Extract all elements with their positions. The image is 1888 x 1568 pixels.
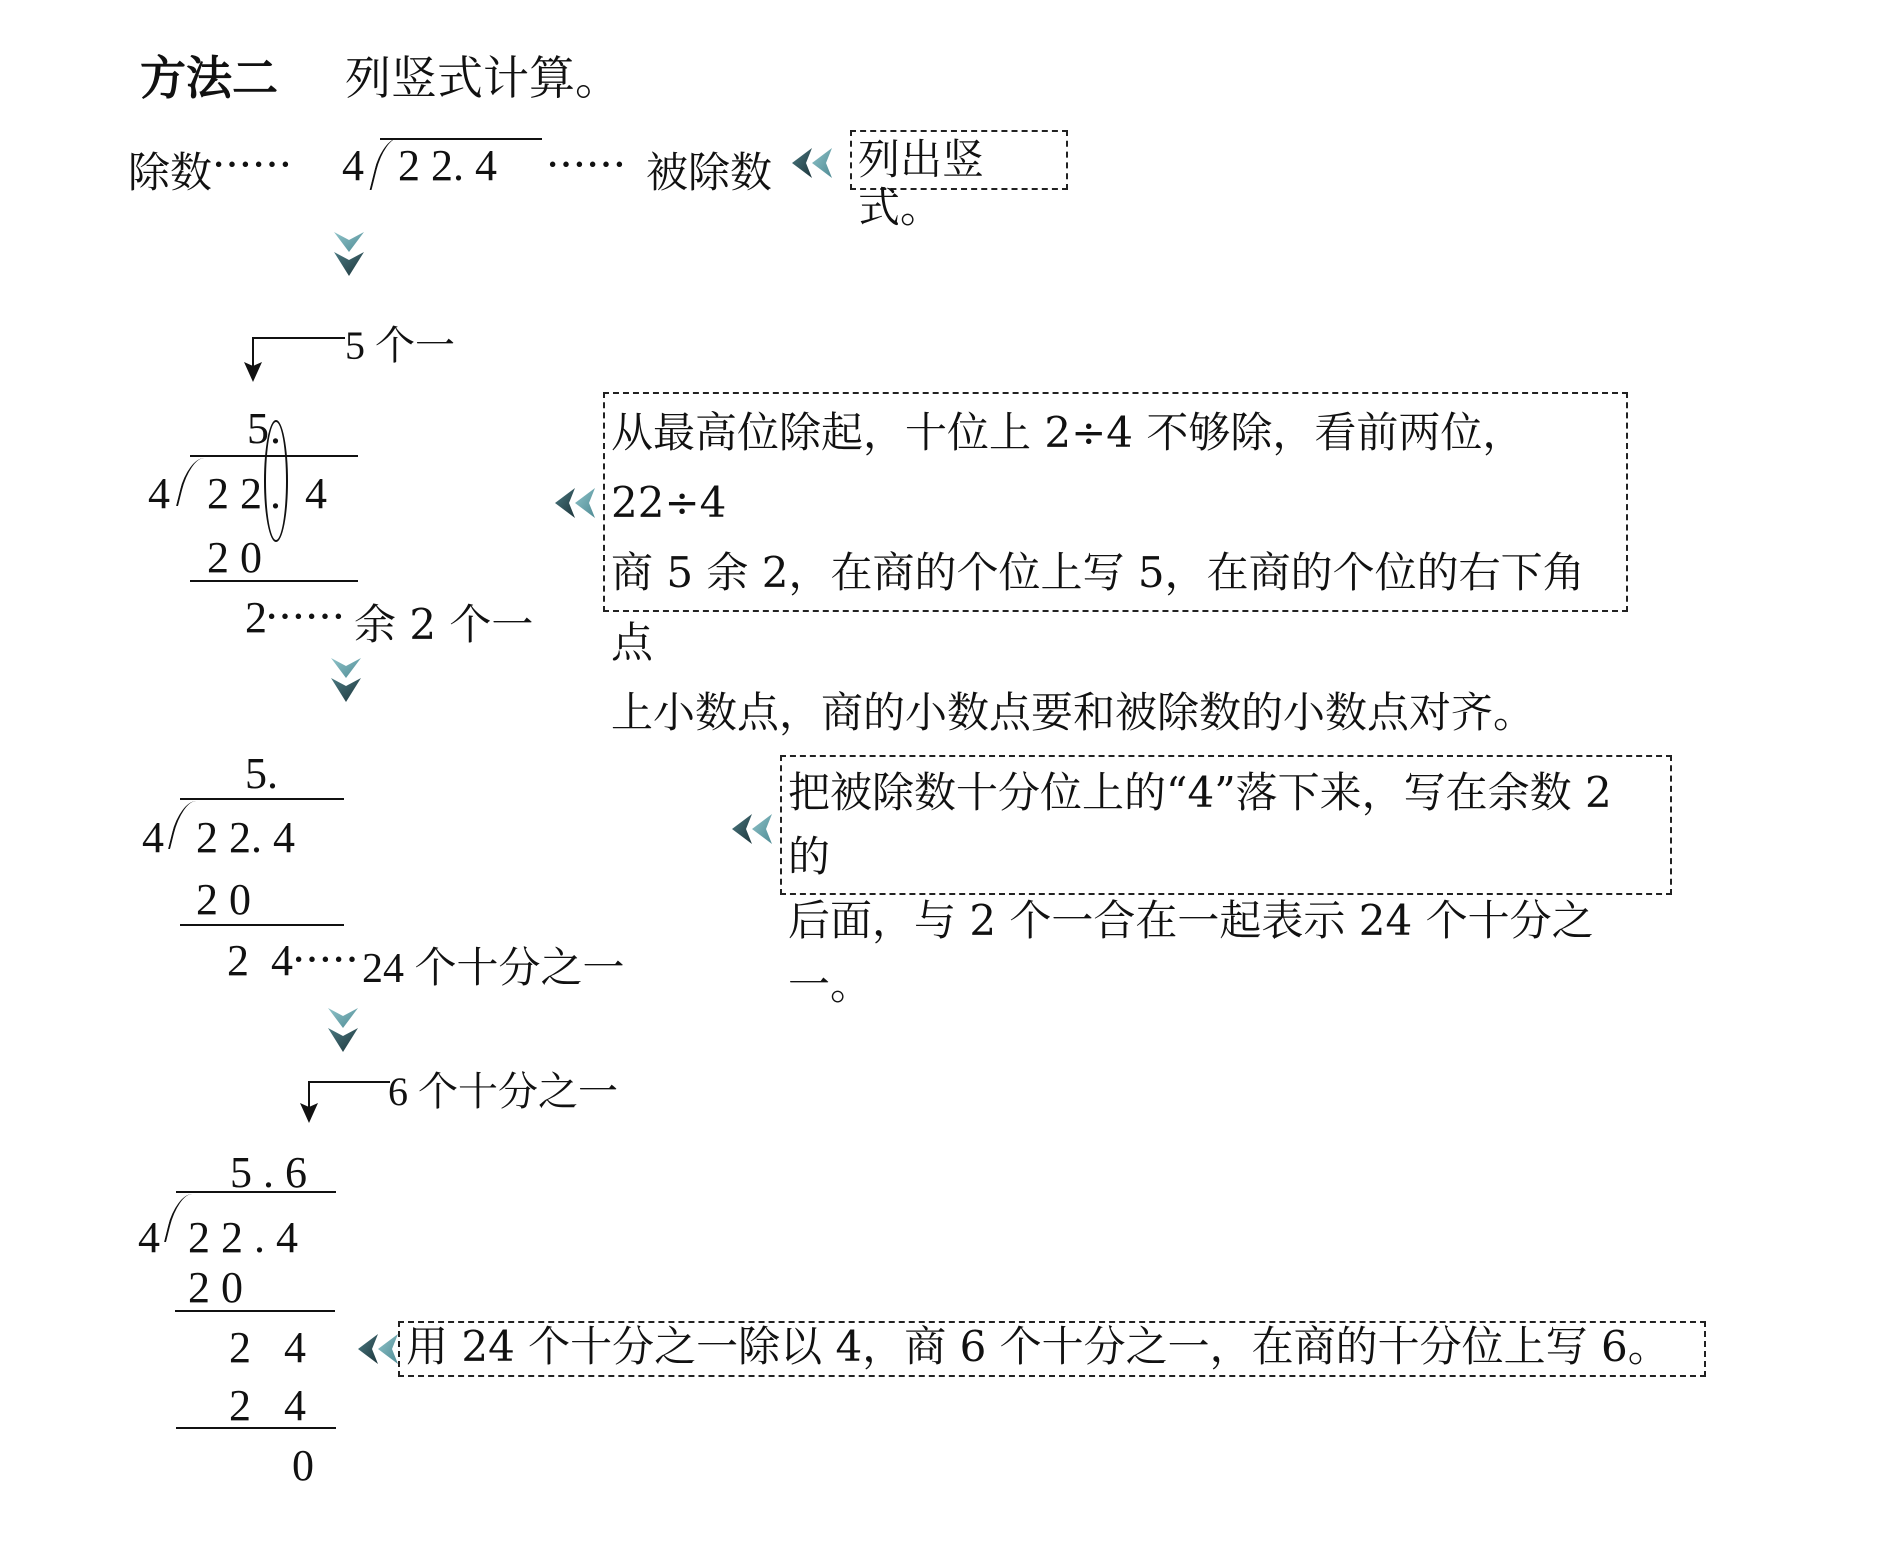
division-bracket [176, 458, 204, 506]
vinculum [180, 798, 344, 800]
decimal-alignment-ellipse [264, 420, 288, 542]
intro-divisor: 4 [342, 141, 364, 190]
note-text: 列出竖式。 [858, 135, 985, 232]
note-line: 上小数点，商的小数点要和被除数的小数点对齐。 [611, 688, 1536, 737]
arrow-down-icon [244, 362, 262, 382]
note-line: 商 5 余 2，在商的个位上写 5，在商的个位的右下角点 [611, 548, 1585, 667]
double-left-arrow-icon [792, 148, 838, 178]
divisor-label: 除数 [128, 148, 213, 197]
intro-dividend: 2 2. 4 [398, 141, 497, 190]
note-box-intro [850, 130, 1068, 232]
subtraction-line [175, 1310, 335, 1312]
partial-dividend: 2 4 [227, 936, 293, 985]
double-down-arrow-icon [334, 232, 364, 278]
partial-dividend: 2 4 [229, 1323, 306, 1372]
dividend-tenths: 4 [305, 469, 327, 518]
double-down-arrow-icon [331, 658, 361, 704]
method-label: 方法二 [140, 51, 278, 105]
subtraction-line [180, 924, 344, 926]
remainder: 2 [245, 593, 267, 642]
double-left-arrow-icon [555, 488, 601, 518]
final-remainder: 0 [292, 1441, 314, 1490]
dividend-leader-dots: ······ [546, 140, 627, 189]
divisor: 4 [138, 1213, 160, 1262]
subtraction-line [176, 1427, 336, 1429]
double-down-arrow-icon [328, 1008, 358, 1054]
note-line: 把被除数十分位上的“4”落下来，写在余数 2 的 [788, 768, 1612, 881]
page-title: 列竖式计算。 [345, 51, 621, 105]
quotient: 5 [247, 404, 269, 453]
divisor: 4 [148, 469, 170, 518]
dividend: 2 2. 4 [196, 813, 295, 862]
dividend-point: . [270, 469, 281, 518]
divisor: 4 [142, 813, 164, 862]
quotient: 5. [245, 749, 278, 798]
product: 2 0 [207, 533, 262, 582]
pointer-label: 5 个一 [345, 323, 455, 368]
product: 2 0 [196, 875, 251, 924]
dividend: 2 2 . 4 [188, 1213, 298, 1262]
subtraction-line [190, 580, 358, 582]
pointer-line [252, 337, 345, 339]
note-text: 用 24 个十分之一除以 4，商 6 个十分之一，在商的十分位上写 6。 [406, 1322, 1670, 1371]
pointer-label: 6 个十分之一 [388, 1069, 618, 1114]
divisor-leader-dots: ······ [212, 140, 293, 189]
quotient: 5 . 6 [230, 1148, 307, 1197]
dividend-label: 被除数 [646, 148, 773, 197]
dividend-digits: 2 2 [207, 469, 262, 518]
remainder-label: 余 2 个一 [354, 600, 534, 649]
remainder-label: 24 个十分之一 [362, 946, 625, 992]
note-box-step3 [398, 1321, 1706, 1377]
double-left-arrow-icon [732, 814, 778, 844]
quotient-point: . [270, 404, 281, 453]
note-box-step2 [780, 755, 1672, 1009]
note-line: 后面，与 2 个一合在一起表示 24 个十分之一。 [788, 896, 1594, 1009]
product-1: 2 0 [188, 1263, 243, 1312]
arrow-down-icon [300, 1103, 318, 1123]
division-bracket [370, 138, 399, 190]
division-bracket [168, 801, 196, 849]
note-box-step1 [603, 392, 1628, 737]
remainder-leader-dots: ····· [292, 935, 359, 984]
product-2: 2 4 [229, 1381, 306, 1430]
note-line: 从最高位除起，十位上 2÷4 不够除，看前两位，22÷4 [611, 408, 1525, 527]
vinculum [176, 1191, 336, 1193]
remainder-leader-dots: ······ [265, 592, 346, 641]
pointer-line [308, 1081, 390, 1083]
